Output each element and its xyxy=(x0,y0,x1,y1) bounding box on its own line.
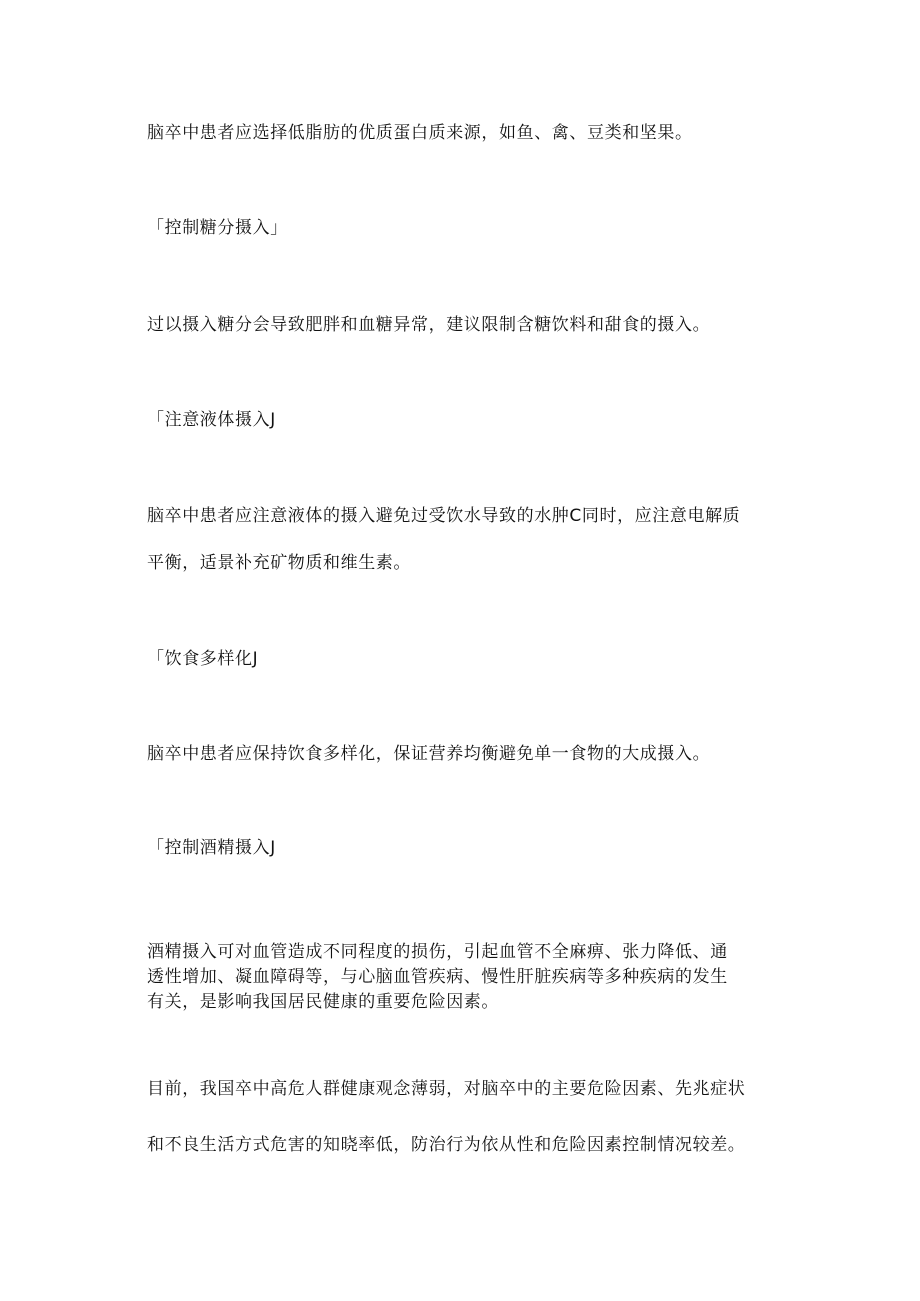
paragraph-diet-variety: 脑卒中患者应保持饮食多样化，保证营养均衡避免单一食物的大成摄入。 xyxy=(147,744,711,764)
heading-fluid: 「注意液体摄入J xyxy=(147,410,276,430)
paragraph-alcohol-line-2: 透性增加、凝血障碍等，与心脑血管疾病、慢性肝脏疾病等多种疾病的发生 xyxy=(147,967,728,987)
heading-alcohol: 「控制酒精摄入J xyxy=(147,838,276,858)
paragraph-summary-line-1: 目前，我国卒中高危人群健康观念薄弱，对脑卒中的主要危险因素、先兆症状 xyxy=(147,1079,746,1099)
paragraph-fluid-line-2: 平衡，适景补充矿物质和维生素。 xyxy=(147,553,411,573)
paragraph-sugar: 过以摄入糖分会导致肥胖和血糖异常，建议限制含糖饮料和甜食的摄入。 xyxy=(147,315,711,335)
paragraph-protein: 脑卒中患者应选择低脂肪的优质蛋白质来源，如鱼、禽、豆类和坚果。 xyxy=(147,123,693,143)
paragraph-alcohol-line-1: 酒精摄入可对血管造成不同程度的损伤，引起血管不全麻痹、张力降低、通 xyxy=(147,942,728,962)
paragraph-summary-line-2: 和不良生活方式危害的知晓率低，防治行为依从性和危险因素控制情况较差。 xyxy=(147,1135,746,1155)
heading-sugar: 「控制糖分摄入」 xyxy=(147,218,288,238)
paragraph-alcohol-line-3: 有关，是影响我国居民健康的重要危险因素。 xyxy=(147,992,499,1012)
heading-diet-variety: 「饮食多样化J xyxy=(147,649,259,669)
paragraph-fluid-line-1: 脑卒中患者应注意液体的摄入避免过受饮水导致的水肿C同时，应注意电解质 xyxy=(147,506,741,526)
